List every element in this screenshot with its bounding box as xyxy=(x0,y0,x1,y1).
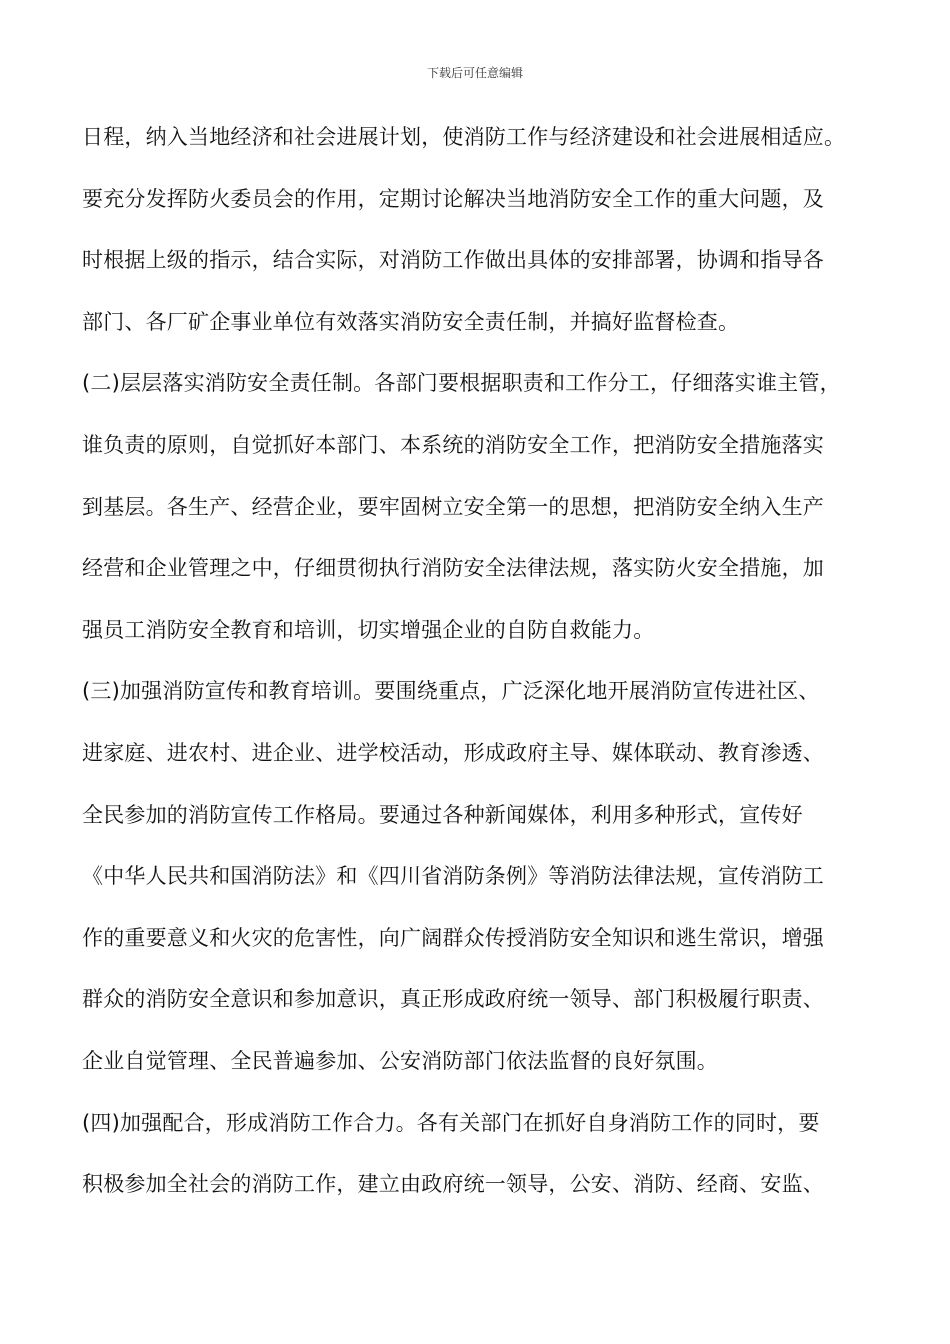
text-line-15: 群众的消防安全意识和参加意识，真正形成政府统一领导、部门积极履行职责、 xyxy=(82,987,824,1012)
text-line-4: 部门、各厂矿企事业单位有效落实消防安全责任制，并搞好监督检查。 xyxy=(82,309,740,334)
header-note: 下载后可任意编辑 xyxy=(426,66,523,80)
text-line-10: (三)加强消防宣传和教育培训。要围绕重点，广泛深化地开展消防宣传进社区、 xyxy=(82,679,820,704)
text-line-5: (二)层层落实消防安全责任制。各部门要根据职责和工作分工，仔细落实谁主管， xyxy=(82,371,841,396)
text-line-17: (四)加强配合，形成消防工作合力。各有关部门在抓好自身消防工作的同时，要 xyxy=(82,1110,820,1135)
text-line-6: 谁负责的原则，自觉抓好本部门、本系统的消防安全工作，把消防安全措施落实 xyxy=(82,432,824,457)
text-line-1: 日程，纳入当地经济和社会进展计划，使消防工作与经济建设和社会进展相适应。 xyxy=(82,125,846,149)
text-line-2: 要充分发挥防火委员会的作用，定期讨论解决当地消防安全工作的重大问题，及 xyxy=(82,186,824,211)
text-line-9: 强员工消防安全教育和培训，切实增强企业的自防自救能力。 xyxy=(82,617,655,642)
text-line-14: 作的重要意义和火灾的危害性，向广阔群众传授消防安全知识和逃生常识，增强 xyxy=(82,925,824,950)
text-line-16: 企业自觉管理、全民普遍参加、公安消防部门依法监督的良好氛围。 xyxy=(82,1048,718,1073)
text-line-3: 时根据上级的指示，结合实际，对消防工作做出具体的安排部署，协调和指导各 xyxy=(82,248,824,273)
text-line-12: 全民参加的消防宣传工作格局。要通过各种新闻媒体，利用多种形式，宣传好 xyxy=(82,802,803,827)
text-line-8: 经营和企业管理之中，仔细贯彻执行消防安全法律法规，落实防火安全措施，加 xyxy=(82,556,824,581)
text-line-11: 进家庭、进农村、进企业、进学校活动，形成政府主导、媒体联动、教育渗透、 xyxy=(82,740,824,765)
text-line-13: 《中华人民共和国消防法》和《四川省消防条例》等消防法律法规，宣传消防工 xyxy=(82,864,824,889)
document-body xyxy=(82,117,882,1226)
text-line-7: 到基层。各生产、经营企业，要牢固树立安全第一的思想，把消防安全纳入生产 xyxy=(82,494,824,519)
text-line-18: 积极参加全社会的消防工作，建立由政府统一领导，公安、消防、经商、安监、 xyxy=(82,1172,824,1197)
